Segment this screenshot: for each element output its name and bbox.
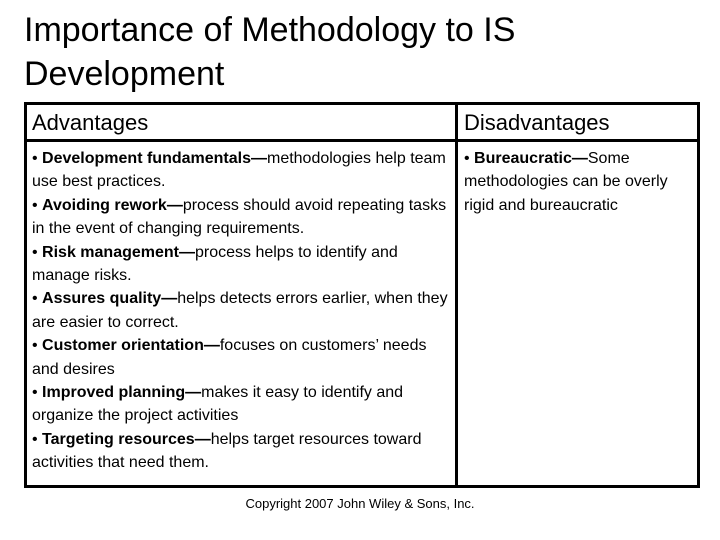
- list-item-term: Risk management: [42, 243, 179, 261]
- list-item-dash: —: [194, 430, 211, 448]
- advantages-header: Advantages: [32, 110, 149, 135]
- disadvantages-list: [464, 147, 697, 217]
- copyright-footer: Copyright 2007 John Wiley & Sons, Inc.: [245, 496, 475, 511]
- list-item: [32, 147, 452, 194]
- slide-title: [24, 8, 684, 96]
- list-item-dash: —: [185, 384, 202, 402]
- list-item-text: helps detects errors earlier, when they are easier to correct.: [32, 290, 448, 331]
- column-divider: [455, 105, 458, 485]
- list-item-text: focuses on customers’ needs and desires: [32, 337, 427, 378]
- list-item-text: process should avoid repeating tasks in the event of changing requirements.: [32, 196, 447, 238]
- list-item-text: methodologies help team use best practices.: [32, 150, 446, 191]
- comparison-table: [24, 102, 700, 488]
- list-item-text: makes it easy to identify and organize the project activities: [32, 384, 404, 425]
- list-item-text: process helps to identify and manage risks.: [32, 243, 398, 285]
- bullet-marker: •: [32, 150, 43, 167]
- bullet-marker: •: [32, 243, 43, 261]
- list-item: [32, 334, 452, 381]
- list-item-text: helps target resources toward activities that need them.: [32, 430, 422, 472]
- list-item-term: Development fundamentals: [42, 150, 251, 167]
- list-item: [464, 147, 697, 217]
- list-item-term: Avoiding rework: [42, 196, 167, 214]
- bullet-marker: •: [32, 196, 43, 214]
- list-item-term: Customer orientation: [42, 337, 204, 355]
- list-item-dash: —: [166, 196, 183, 214]
- list-item-dash: —: [250, 150, 267, 167]
- list-item: [32, 381, 452, 428]
- list-item: [32, 428, 452, 475]
- bullet-marker: •: [32, 290, 43, 308]
- bullet-marker: •: [464, 150, 475, 167]
- slide-title-line-1: Importance of Methodology to IS: [24, 11, 516, 49]
- bullet-marker: •: [32, 337, 43, 355]
- list-item: [32, 287, 452, 334]
- list-item-term: Improved planning: [42, 384, 186, 402]
- list-item: [32, 241, 452, 288]
- list-item-dash: —: [203, 337, 220, 355]
- bullet-marker: •: [32, 430, 43, 448]
- bullet-marker: •: [32, 384, 43, 402]
- list-item-text: Some methodologies can be overly rigid and bureaucratic: [464, 150, 668, 214]
- list-item-dash: —: [161, 290, 178, 308]
- list-item-dash: —: [178, 243, 195, 261]
- list-item: [32, 194, 452, 241]
- list-item-term: Targeting resources: [42, 430, 195, 448]
- slide-title-line-2: Development: [24, 55, 225, 93]
- list-item-dash: —: [571, 150, 588, 167]
- advantages-list: [32, 147, 452, 475]
- list-item-term: Assures quality: [42, 290, 162, 308]
- disadvantages-header: Disadvantages: [464, 110, 610, 135]
- list-item-term: Bureaucratic: [474, 150, 572, 167]
